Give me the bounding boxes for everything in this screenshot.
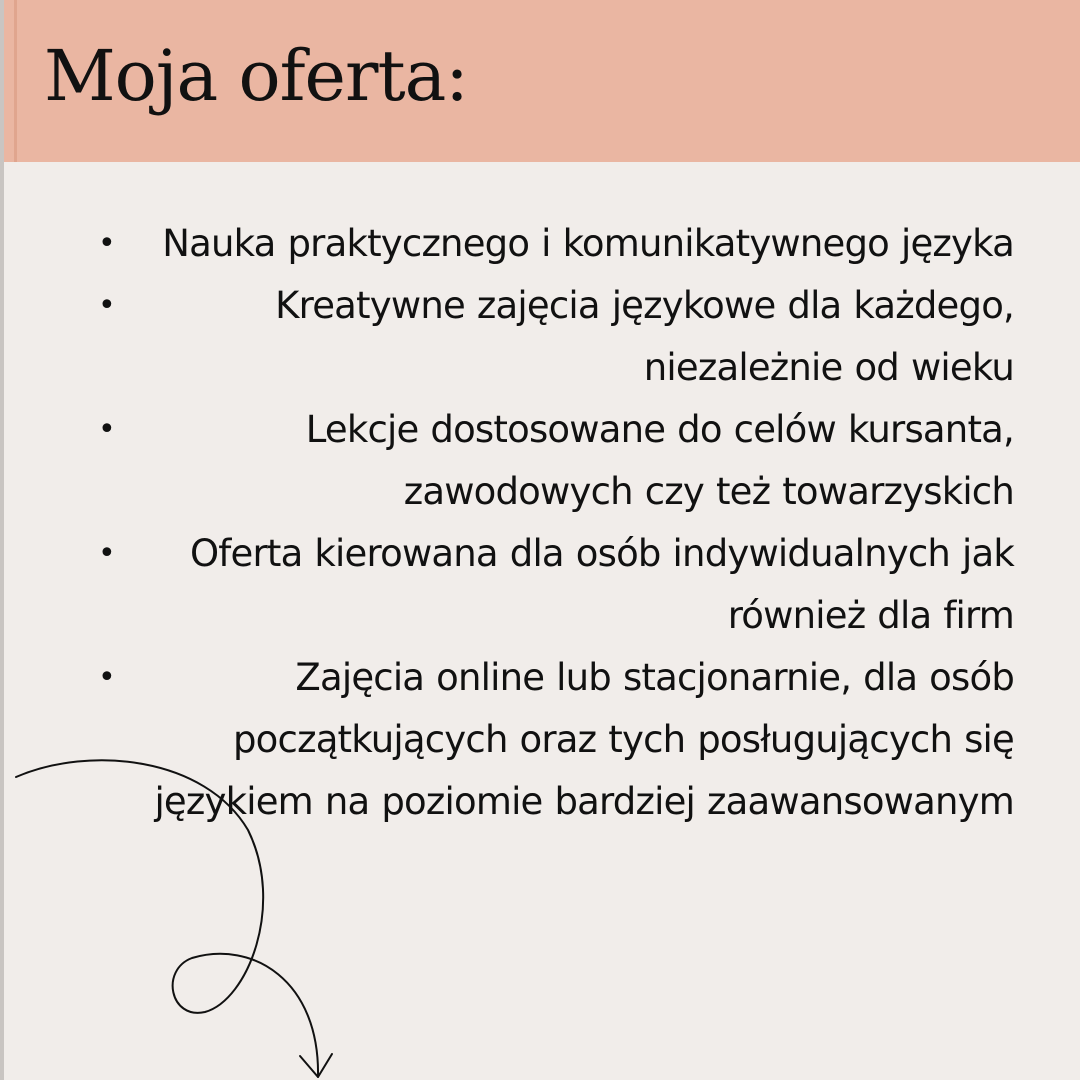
bullet-icon: •	[98, 660, 116, 695]
offer-text: Nauka praktycznego i komunikatywnego języka	[162, 222, 1014, 265]
offer-item-practical-language	[90, 213, 1014, 275]
bullet-icon: •	[98, 288, 116, 323]
offer-text: Kreatywne zajęcia językowe dla każdego, niezależnie od wieku	[275, 284, 1014, 389]
offer-list	[90, 213, 1014, 833]
offer-text: Zajęcia online lub stacjonarnie, dla osób początkujących oraz tych posługujących się językiem na poziomie bardziej zaawansowanym	[154, 656, 1014, 823]
bullet-icon: •	[98, 226, 116, 261]
bullet-icon: •	[98, 412, 116, 447]
offer-text: Lekcje dostosowane do celów kursanta, zawodowych czy też towarzyskich	[305, 408, 1014, 513]
offer-item-individuals-and-companies	[90, 523, 1014, 647]
page-title: Moja oferta:	[44, 35, 468, 117]
header-border	[14, 0, 17, 162]
offer-item-online-or-onsite	[90, 647, 1014, 833]
offer-text: Oferta kierowana dla osób indywidualnych jak również dla firm	[189, 532, 1014, 637]
offer-item-creative-classes	[90, 275, 1014, 399]
offer-item-tailored-lessons	[90, 399, 1014, 523]
arrow-head	[300, 1054, 332, 1077]
bullet-icon: •	[98, 536, 116, 571]
left-border	[0, 0, 4, 1080]
